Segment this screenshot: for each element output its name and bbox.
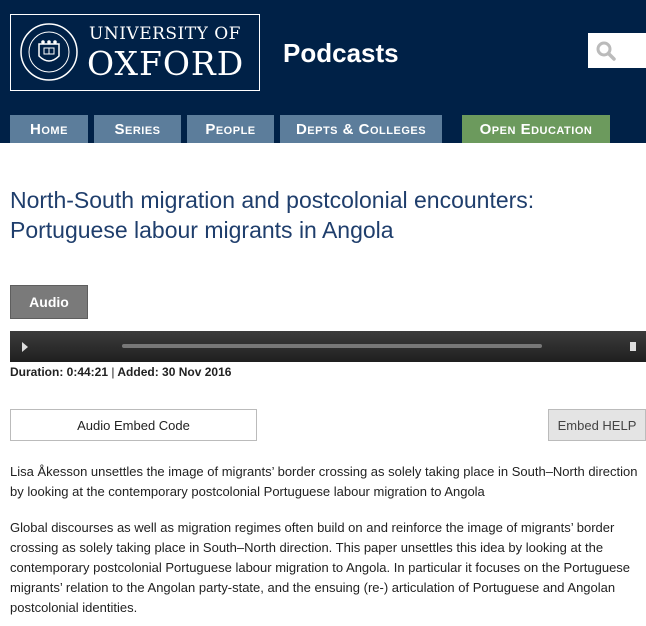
volume-icon[interactable] bbox=[630, 342, 636, 351]
oxford-logo[interactable] bbox=[10, 14, 260, 91]
episode-summary: Lisa Åkesson unsettles the image of migrants’ border crossing as solely taking place in South–North direction by looking at the contemporary postcolonial Portuguese labour migration to Angola bbox=[10, 464, 638, 499]
logo-university-of: UNIVERSITY OF bbox=[89, 24, 241, 44]
nav-depts-colleges[interactable] bbox=[280, 115, 442, 143]
nav-people[interactable] bbox=[187, 115, 274, 143]
audio-tab[interactable]: Audio bbox=[10, 285, 88, 319]
nav-open-education-label: Open Education bbox=[479, 120, 593, 138]
crest-icon bbox=[19, 22, 79, 82]
search-icon bbox=[596, 41, 616, 61]
audio-embed-code-button[interactable]: Audio Embed Code bbox=[10, 409, 257, 441]
episode-title-line1: North-South migration and postcolonial encounters: bbox=[10, 187, 535, 213]
episode-meta bbox=[10, 365, 231, 379]
progress-slider[interactable] bbox=[122, 344, 542, 348]
nav-open-education[interactable] bbox=[462, 115, 610, 143]
added-label: Added: 30 Nov 2016 bbox=[117, 365, 232, 379]
nav-series-label: Series bbox=[114, 120, 161, 138]
nav-depts-colleges-label: Depts & Colleges bbox=[295, 120, 427, 138]
site-title[interactable]: Podcasts bbox=[283, 38, 399, 68]
episode-title bbox=[10, 185, 640, 245]
nav-series[interactable] bbox=[94, 115, 181, 143]
site-header bbox=[0, 0, 646, 143]
episode-title-line2: Portuguese labour migrants in Angola bbox=[10, 217, 394, 243]
search-button[interactable] bbox=[588, 33, 646, 68]
duration-label: Duration: 0:44:21 bbox=[10, 365, 109, 379]
logo-oxford: OXFORD bbox=[87, 44, 245, 83]
nav-home-label: Home bbox=[30, 120, 68, 138]
nav-people-label: People bbox=[205, 120, 256, 138]
nav-home[interactable] bbox=[10, 115, 88, 143]
play-icon[interactable] bbox=[22, 342, 28, 352]
audio-player bbox=[10, 331, 646, 362]
episode-description: Global discourses as well as migration regimes often build on and reinforce the image of migrants’ border crossing as solely taking place in South–North direction. This paper unsettles this idea by looking at the contemporary postcolonial Portuguese labour migration to Angola. In particular it focuses on the Portuguese migrants’ relation to the Angolan party-state, and the ensuing (re-) articulation of Portuguese and Angolan postcolonial identities. bbox=[10, 520, 631, 615]
meta-separator: | bbox=[111, 365, 115, 379]
embed-help-button[interactable]: Embed HELP bbox=[548, 409, 646, 441]
